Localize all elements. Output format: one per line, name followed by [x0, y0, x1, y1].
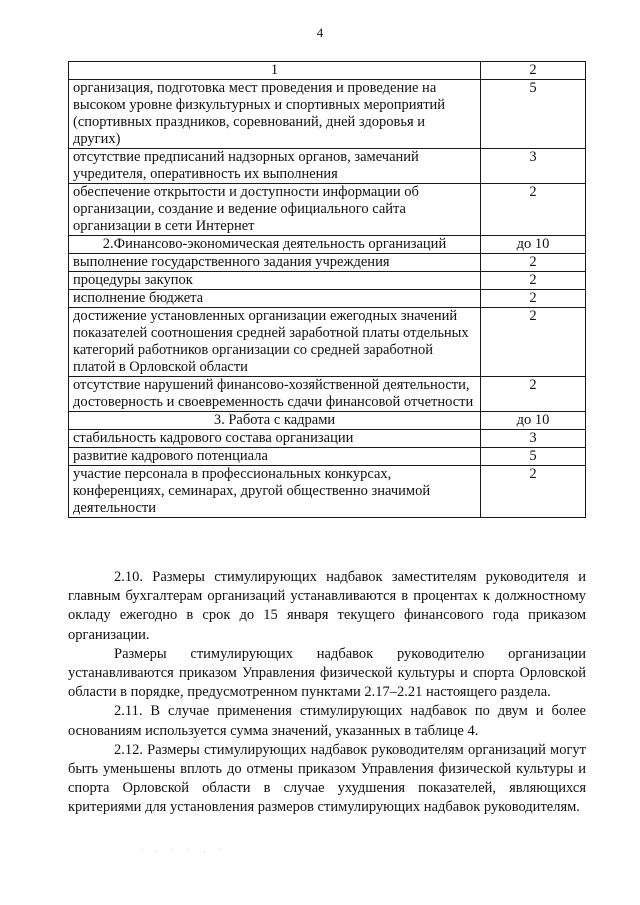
section-title: 3. Работа с кадрами: [69, 412, 481, 430]
table-row: [69, 184, 586, 236]
criterion-value: 5: [481, 448, 586, 466]
table-row: [69, 149, 586, 184]
table-header-row: [69, 62, 586, 80]
table-row: [69, 308, 586, 377]
criterion-value: 2: [481, 272, 586, 290]
section-row: [69, 236, 586, 254]
table-row: [69, 272, 586, 290]
criterion-value: 2: [481, 290, 586, 308]
criterion-label: исполнение бюджета: [69, 290, 481, 308]
paragraph: 2.10. Размеры стимулирующих надбавок заместителям руководителя и главным бухгалтерам организаций устанавливаются в процентах к должностному окладу ежегодно в срок до 15 января текущего финансового года приказом организации.: [68, 569, 586, 643]
criterion-label: отсутствие нарушений финансово-хозяйственной деятельности, достоверность и своевременность сдачи финансовой отчетности: [69, 377, 481, 412]
criterion-value: 2: [481, 254, 586, 272]
criterion-label: участие персонала в профессиональных конкурсах, конференциях, семинарах, другой общественно значимой деятельности: [69, 466, 481, 518]
section-row: [69, 412, 586, 430]
header-col1: 1: [69, 62, 481, 80]
paragraph: Размеры стимулирующих надбавок руководителю организации устанавливаются приказом Управления физической культуры и спорта Орловской области в порядке, предусмотренном пунктами 2.17–2.21 настоящего раздела.: [68, 645, 586, 701]
criterion-label: отсутствие предписаний надзорных органов, замечаний учредителя, оперативность их выполнения: [69, 149, 481, 184]
table-row: [69, 254, 586, 272]
criterion-label: достижение установленных организации ежегодных значений показателей соотношения средней заработной платы отдельных категорий работников организации со средней заработной платой в Орловской области: [69, 308, 481, 377]
criterion-value: 5: [481, 80, 586, 149]
table-row: [69, 448, 586, 466]
criterion-value: до 10: [481, 412, 586, 430]
paragraph: 2.11. В случае применения стимулирующих надбавок по двум и более основаниям используется сумма значений, указанных в таблице 4.: [68, 703, 586, 739]
table-row: [69, 430, 586, 448]
criteria-table: [68, 61, 586, 518]
body-text: [68, 568, 586, 818]
table-row: [69, 80, 586, 149]
header-col2: 2: [481, 62, 586, 80]
criterion-value: 2: [481, 308, 586, 377]
page-number: 4: [316, 25, 324, 40]
criterion-label: развитие кадрового потенциала: [69, 448, 481, 466]
scan-specks: · . · · . ·: [140, 846, 228, 854]
criterion-value: до 10: [481, 236, 586, 254]
criterion-value: 2: [481, 184, 586, 236]
section-title: 2.Финансово-экономическая деятельность организаций: [69, 236, 481, 254]
criterion-value: 2: [481, 466, 586, 518]
criterion-label: обеспечение открытости и доступности информации об организации, создание и ведение официального сайта организации в сети Интернет: [69, 184, 481, 236]
criterion-label: выполнение государственного задания учреждения: [69, 254, 481, 272]
criterion-label: процедуры закупок: [69, 272, 481, 290]
table-row: [69, 377, 586, 412]
criterion-value: 3: [481, 430, 586, 448]
criterion-label: стабильность кадрового состава организации: [69, 430, 481, 448]
criterion-value: 2: [481, 377, 586, 412]
paragraph: 2.12. Размеры стимулирующих надбавок руководителям организаций могут быть уменьшены вплоть до отмены приказом Управления физической культуры и спорта Орловской области в случае ухудшения показателей, являющихся критериями для установления размеров стимулирующих надбавок руководителям.: [68, 741, 586, 816]
criterion-label: организация, подготовка мест проведения и проведение на высоком уровне физкультурных и спортивных мероприятий (спортивных праздников, соревнований, дней здоровья и других): [69, 80, 481, 149]
criterion-value: 3: [481, 149, 586, 184]
table-row: [69, 466, 586, 518]
table-row: [69, 290, 586, 308]
